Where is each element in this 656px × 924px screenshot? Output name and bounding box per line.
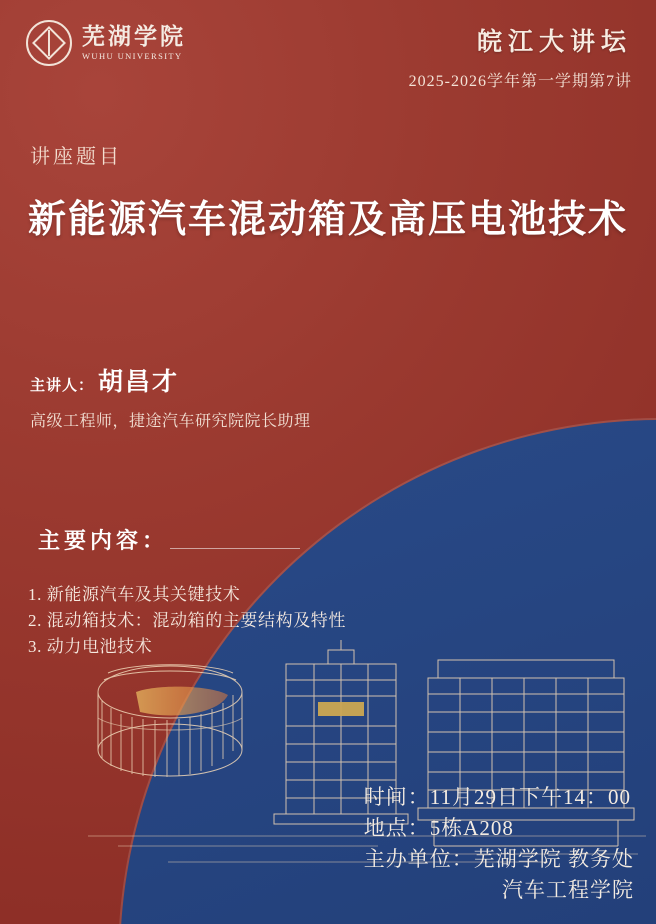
lecture-title: 新能源汽车混动箱及高压电池技术 <box>28 199 629 241</box>
event-organizer: 主办单位：芜湖学院 教务处 <box>363 847 634 871</box>
content-heading-rule <box>170 548 300 549</box>
forum-subtitle: 2025-2026学年第一学期第7讲 <box>408 73 632 90</box>
university-name-block <box>82 25 186 61</box>
university-logo <box>26 20 186 66</box>
poster-header <box>0 0 656 104</box>
speaker-label: 主讲人： <box>30 378 95 394</box>
content-heading: 主要内容： <box>38 528 169 553</box>
seal-logo-icon <box>26 20 72 66</box>
forum-title-block <box>409 22 632 91</box>
speaker-name: 胡昌才 <box>98 369 180 396</box>
speaker-line <box>30 362 179 398</box>
forum-name: 皖江大讲坛 <box>476 29 632 56</box>
event-place: 地点：5栋A208 <box>363 816 514 840</box>
university-name-en: WUHU UNIVERSITY <box>82 51 183 62</box>
list-item: 2. 混动箱技术：混动箱的主要结构及特性 <box>28 611 346 630</box>
list-item: 3. 动力电池技术 <box>28 637 153 656</box>
event-info-block <box>364 782 634 906</box>
speaker-title: 高级工程师，捷途汽车研究院院长助理 <box>30 413 311 430</box>
event-organizer-second: 汽车工程学院 <box>502 878 634 902</box>
university-name-cn: 芜湖学院 <box>82 23 186 49</box>
list-item: 1. 新能源汽车及其关键技术 <box>28 585 241 604</box>
event-time: 时间：11月29日下午14：00 <box>363 785 631 809</box>
topic-label: 讲座题目 <box>30 146 122 168</box>
